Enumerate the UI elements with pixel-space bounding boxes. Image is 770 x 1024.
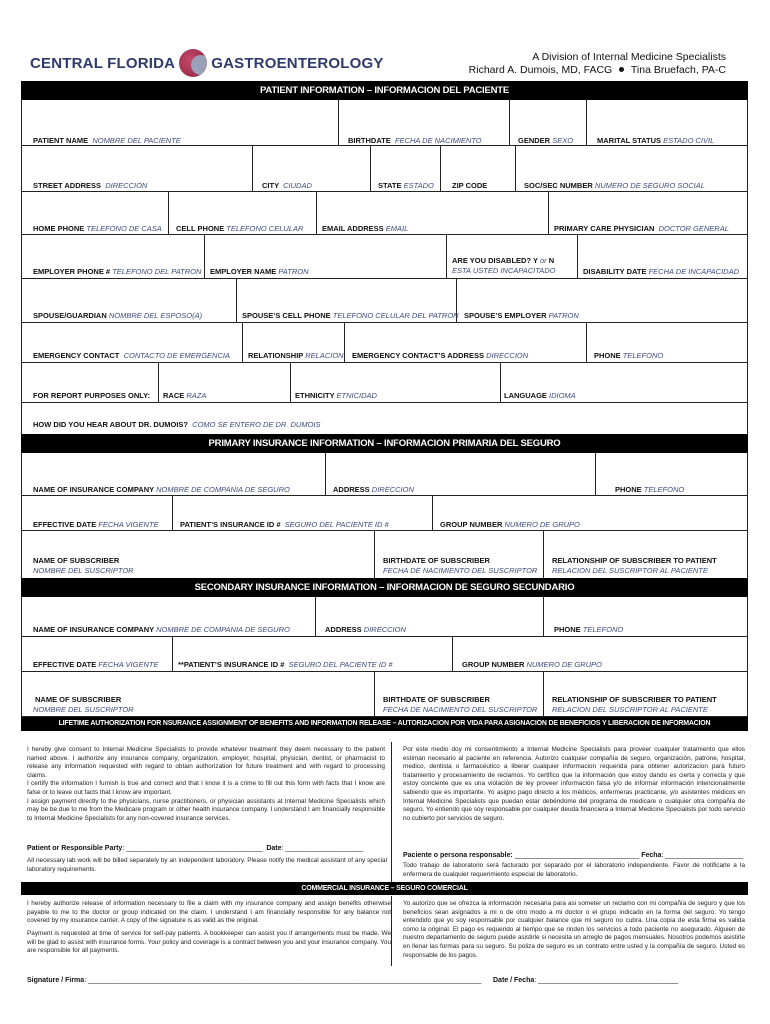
col-divider [252,145,253,191]
primary-address-field[interactable]: ADDRESS DIRECCION [333,485,414,494]
col-divider [543,597,544,636]
primary-subscriber-field[interactable]: NAME OF SUBSCRIBER [33,556,120,565]
col-divider [515,145,516,191]
practice-logo [30,48,384,78]
providers-line [469,64,726,77]
col-divider [440,145,441,191]
column-divider [391,896,392,966]
col-divider [446,234,447,278]
relationship-field[interactable]: RELATIONSHIP RELACION [248,351,344,360]
disabled-es: ESTA USTED INCAPACITADO [452,266,556,275]
col-divider [577,234,578,278]
gender-field[interactable]: GENDER SEXO [518,136,574,145]
col-divider [204,234,205,278]
emergency-address-field[interactable]: EMERGENCY CONTACT’S ADDRESS DIRECCION [352,351,529,360]
row-divider [21,145,748,146]
primary-effective-date-field[interactable]: EFFECTIVE DATE FECHA VIGENTE [33,520,159,529]
row-divider [21,191,748,192]
col-divider [586,322,587,362]
state-field[interactable]: STATE ESTADO [378,181,434,190]
secondary-group-field[interactable]: GROUP NUMBER NUMERO DE GRUPO [462,660,602,669]
home-phone-field[interactable]: HOME PHONE TELEFONO DE CASA [33,224,162,233]
col-divider [315,597,316,636]
primary-phone-field[interactable]: PHONE TELEFONO [615,485,685,494]
cell-phone-field[interactable]: CELL PHONE TELEFONO CELULAR [176,224,304,233]
responsible-party-signature[interactable]: Patient or Responsible Party: ___________________________________ Date: ____________________ [27,845,364,852]
col-divider [168,191,169,234]
row-divider [21,234,748,235]
col-divider [370,145,371,191]
commercial-text-en-2: Payment is requested at time of service for self-pay patients. A bookkeeper can assist you if arrangements must be made. We will be glad to assist with insurance forms. Your policy and coverage is a contract between you and your insurance company. You are responsible for all payments. [27,930,391,955]
secondary-address-field[interactable]: ADDRESS DIRECCION [325,625,406,634]
col-divider [374,671,375,717]
ssn-field[interactable]: SOC/SEC NUMBER NUMERO DE SEGURO SOCIAL [524,181,705,190]
primary-insurance-title: PRIMARY INSURANCE INFORMATION – INFORMACION PRIMARIA DEL SEGURO [21,434,748,453]
authorization-title: LIFETIME AUTHORIZATION FOR NSURANCE ASSIGNMENT OF BENEFITS AND INFORMATION RELEASE – AUTORIZACION POR VIDA PARA ASIGNACION DE BENEFICIOS Y LIBERACION DE INFORMACION [21,717,748,731]
col-divider [595,453,596,495]
street-address-field[interactable]: STREET ADDRESS DIRECCION [33,181,148,190]
division-line: A Division of Internal Medicine Specialists [532,51,726,63]
col-divider [325,453,326,495]
col-divider [316,191,317,234]
language-field[interactable]: LANGUAGE IDIOMA [504,391,576,400]
secondary-sub-birth-field[interactable]: BIRTHDATE OF SUBSCRIBER [383,695,490,704]
lab-notice-es: Todo trabajo de laboratorio será facturado por separado por el laboratorio independiente. Favor de notificarle a la enfermera de cualquier requerimiento especial de laboratorio. [403,862,745,878]
city-field[interactable]: CITY CIUDAD [262,181,312,190]
doctor-name: Richard A. Dumois, MD, FACG [468,64,613,76]
employer-name-field[interactable]: EMPLOYER NAME PATRON [210,267,309,276]
signature-date-line[interactable]: Date / Fecha: ____________________________________ [493,977,679,984]
secondary-effective-date-field[interactable]: EFFECTIVE DATE FECHA VIGENTE [33,660,159,669]
responsible-party-signature-es[interactable]: Paciente o persona responsable: ________________________________ Fecha: ____________________ [403,852,744,859]
secondary-insurance-title: SECONDARY INSURANCE INFORMATION – INFORMACION DE SEGURO SECUNDARIO [21,578,748,597]
authorization-text-es: Por este medio doy mi consentimiento a Internal Medicine Specialists para proveer cualquier tratamiento que ellos estiman necesario al paciente en referencia. Autorizo cualquier compañía de seguro, organización, patrone, hospital, medico, dentista o farmacéutico a liberar cualquier informacion requerida para obtener autorizacion para futuro tratamiento y procesamiento de reclamos. Yo certifico que la información que estoy dando es cierta y correcta y que estoy conciente que es una violación de ley proveer información falsa y/o de informar información intencionalmente sabiendo que es importante. Yo asigno pago directo a los médicos, enfermeras practicante, y/o asistentes médicos en Internal Medicine Specialists que puedan estar debéndome del programa de medicare o cualquier otra compañía de seguro. Yo entiendo que soy responsable por cualquier deuda financiera a Internal Medicine Specialists por todo servicio no cubierto por servicios de seguro. [403,746,745,822]
col-divider [586,100,587,145]
col-divider [500,362,501,402]
row-divider [21,636,748,637]
col-divider [158,362,159,402]
secondary-insurance-id-field[interactable]: **PATIENT’S INSURANCE ID # SEGURO DEL PACIENTE ID # [178,660,393,669]
commercial-text-es: Yo autorizo que se ofrezca la información necesaria para asi someter un reclamo con mi compañía de seguro y que los beneficios sean asignados a mi o de otro modo a mi doctor o el grupo indicado en la forma del seguro. Yo tengo entendido que yo soy responsable por cualquier balance que mi seguro no cubra. Una copia de esta firma es valida como la original. El pago es requerido al tiempo que se rinden los servicios a todo paciente no asegurado. Alguien de nuestro departamento de seguro puede asistirle si necesita un arreglo de pagos mensuales. Nosotros podemos asistirle en llenar las formas para su seguro. Su poliza de seguro es un contrato entre usted y la compañía de seguro. Usted es responsable de los pagos. [403,900,745,959]
primary-sub-relationship-field[interactable]: RELATIONSHIP OF SUBSCRIBER TO PATIENT [552,556,717,565]
row-divider [21,278,748,279]
ethnicity-field[interactable]: ETHNICITY ETNICIDAD [295,391,377,400]
row-divider [21,495,748,496]
commercial-insurance-title: COMMERCIAL INSURANCE – SEGURO COMERCIAL [21,882,748,895]
practice-info [469,51,726,77]
spouse-guardian-field[interactable]: SPOUSE/GUARDIAN NOMBRE DEL ESPOSO(A) [33,311,203,320]
column-divider [391,742,392,882]
logo-text-right: GASTROENTEROLOGY [211,54,384,72]
col-divider [172,495,173,530]
pcp-field[interactable]: PRIMARY CARE PHYSICIAN DOCTOR GENERAL [554,224,729,233]
secondary-company-field[interactable]: NAME OF INSURANCE COMPANY NOMBRE DE COMPANIA DE SEGURO [33,625,290,634]
race-field[interactable]: RACE RAZA [163,391,207,400]
marital-status-field[interactable]: MARITAL STATUS ESTADO CIVIL [597,136,715,145]
row-divider [21,322,748,323]
disabled-field[interactable]: ARE YOU DISABLED? Y or N [452,256,555,265]
col-divider [172,636,173,671]
letterhead [0,0,770,82]
disability-date-field[interactable]: DISABILITY DATE FECHA DE INCAPACIDAD [583,267,740,276]
emergency-contact-field[interactable]: EMERGENCY CONTACT CONTACTO DE EMERGENCIA [33,351,230,360]
col-divider [290,362,291,402]
report-purposes-label: FOR REPORT PURPOSES ONLY: [33,391,151,400]
patient-info-title: PATIENT INFORMATION – INFORMACION DEL PACIENTE [21,81,748,100]
email-field[interactable]: EMAIL ADDRESS EMAIL [322,224,409,233]
secondary-subscriber-es: NOMBRE DEL SUSCRIPTOR [33,705,134,714]
signature-line[interactable]: Signature / Firma: _____________________________________________________________________________________________________ [27,977,482,984]
primary-sub-birth-es: FECHA DE NACIMIENTO DEL SUSCRIPTOR [383,566,538,575]
primary-group-field[interactable]: GROUP NUMBER NUMERO DE GRUPO [440,520,580,529]
lab-notice-en: All necessary lab work will be billed separately by an independent laboratory. Please notify the medical assistant of any special laboratory requirements. [27,857,387,873]
row-divider [21,530,748,531]
authorization-text-en: I hereby give consent to Internal Medicine Specialists to provide whatever treatment they deem necessary to the patient named above. I authorize any insurance company, organization, employer, hospital, physician, dentist, or pharmacist to release any information requested with regard to obtain authorization for future treatment and with regard to processing claims. I certify the information I furnish is true and correct and that I know it is a crime to fill out this form with facts that I know are false or to leave out facts that I know are important. I assign payment directly to the physicians, nurse practitioners, or physician assistants at Internal Medicine Specialists which may be be due to me from the Medicare program or other health insurance company. I understand I am financially responsible to Internal Medicine Specialists for any non-covered insurance services. [27,746,385,822]
patient-name-field[interactable]: PATIENT NAME NOMBRE DEL PACIENTE [33,136,181,145]
birthdate-field[interactable]: BIRTHDATE FECHA DE NACIMIENTO [348,136,482,145]
emergency-phone-field[interactable]: PHONE TELEFONO [594,351,664,360]
row-divider [21,671,748,672]
col-divider [543,530,544,578]
col-divider [548,191,549,234]
secondary-sub-relationship-es: RELACION DEL SUSCRIPTOR AL PACIENTE [552,705,708,714]
referral-source-field[interactable]: HOW DID YOU HEAR ABOUT DR. DUMOIS? COMO SE ENTERO DE DR. DUMOIS [33,420,321,429]
col-divider [242,322,243,362]
col-divider [374,530,375,578]
primary-sub-birth-field[interactable]: BIRTHDATE OF SUBSCRIBER [383,556,490,565]
row-divider [21,402,748,403]
col-divider [236,278,237,322]
col-divider [344,322,345,362]
col-divider [432,495,433,530]
secondary-phone-field[interactable]: PHONE TELEFONO [554,625,624,634]
bullet-icon [619,67,624,72]
commercial-text-en-1: I hereby authorize release of information necessary to file a claim with my insurance company and assign benefits otherwise payable to me to the doctor or group indicated on the claim. I understand I am financially responsible for any balance not covered by my insurance carrier. A copy of the signature is as valid as the original. [27,900,391,925]
secondary-sub-birth-es: FECHA DE NACIMIENTO DEL SUSCRIPTOR [383,705,538,714]
col-divider [452,636,453,671]
col-divider [509,100,510,145]
col-divider [543,671,544,717]
pa-name: Tina Bruefach, PA-C [630,64,726,76]
employer-phone-field[interactable]: EMPLOYER PHONE # TELEFONO DEL PATRON [33,267,202,276]
secondary-subscriber-field[interactable]: NAME OF SUBSCRIBER [35,695,122,704]
primary-company-field[interactable]: NAME OF INSURANCE COMPANY NOMBRE DE COMPANIA DE SEGURO [33,485,290,494]
spouse-employer-field[interactable]: SPOUSE’S EMPLOYER PATRON [464,311,579,320]
col-divider [338,100,339,145]
spouse-cell-field[interactable]: SPOUSE’S CELL PHONE TELEFONO CELULAR DEL PATRON [242,311,459,320]
primary-insurance-id-field[interactable]: PATIENT’S INSURANCE ID # SEGURO DEL PACIENTE ID # [180,520,389,529]
primary-sub-relationship-es: RELACION DEL SUSCRIPTOR AL PACIENTE [552,566,708,575]
secondary-sub-relationship-field[interactable]: RELATIONSHIP OF SUBSCRIBER TO PATIENT [552,695,717,704]
logo-text-left: CENTRAL FLORIDA [30,54,176,72]
row-divider [21,362,748,363]
zip-field[interactable]: ZIP CODE [452,181,488,190]
primary-subscriber-es: NOMBRE DEL SUSCRIPTOR [33,566,134,575]
logo-mark-icon [179,49,207,77]
